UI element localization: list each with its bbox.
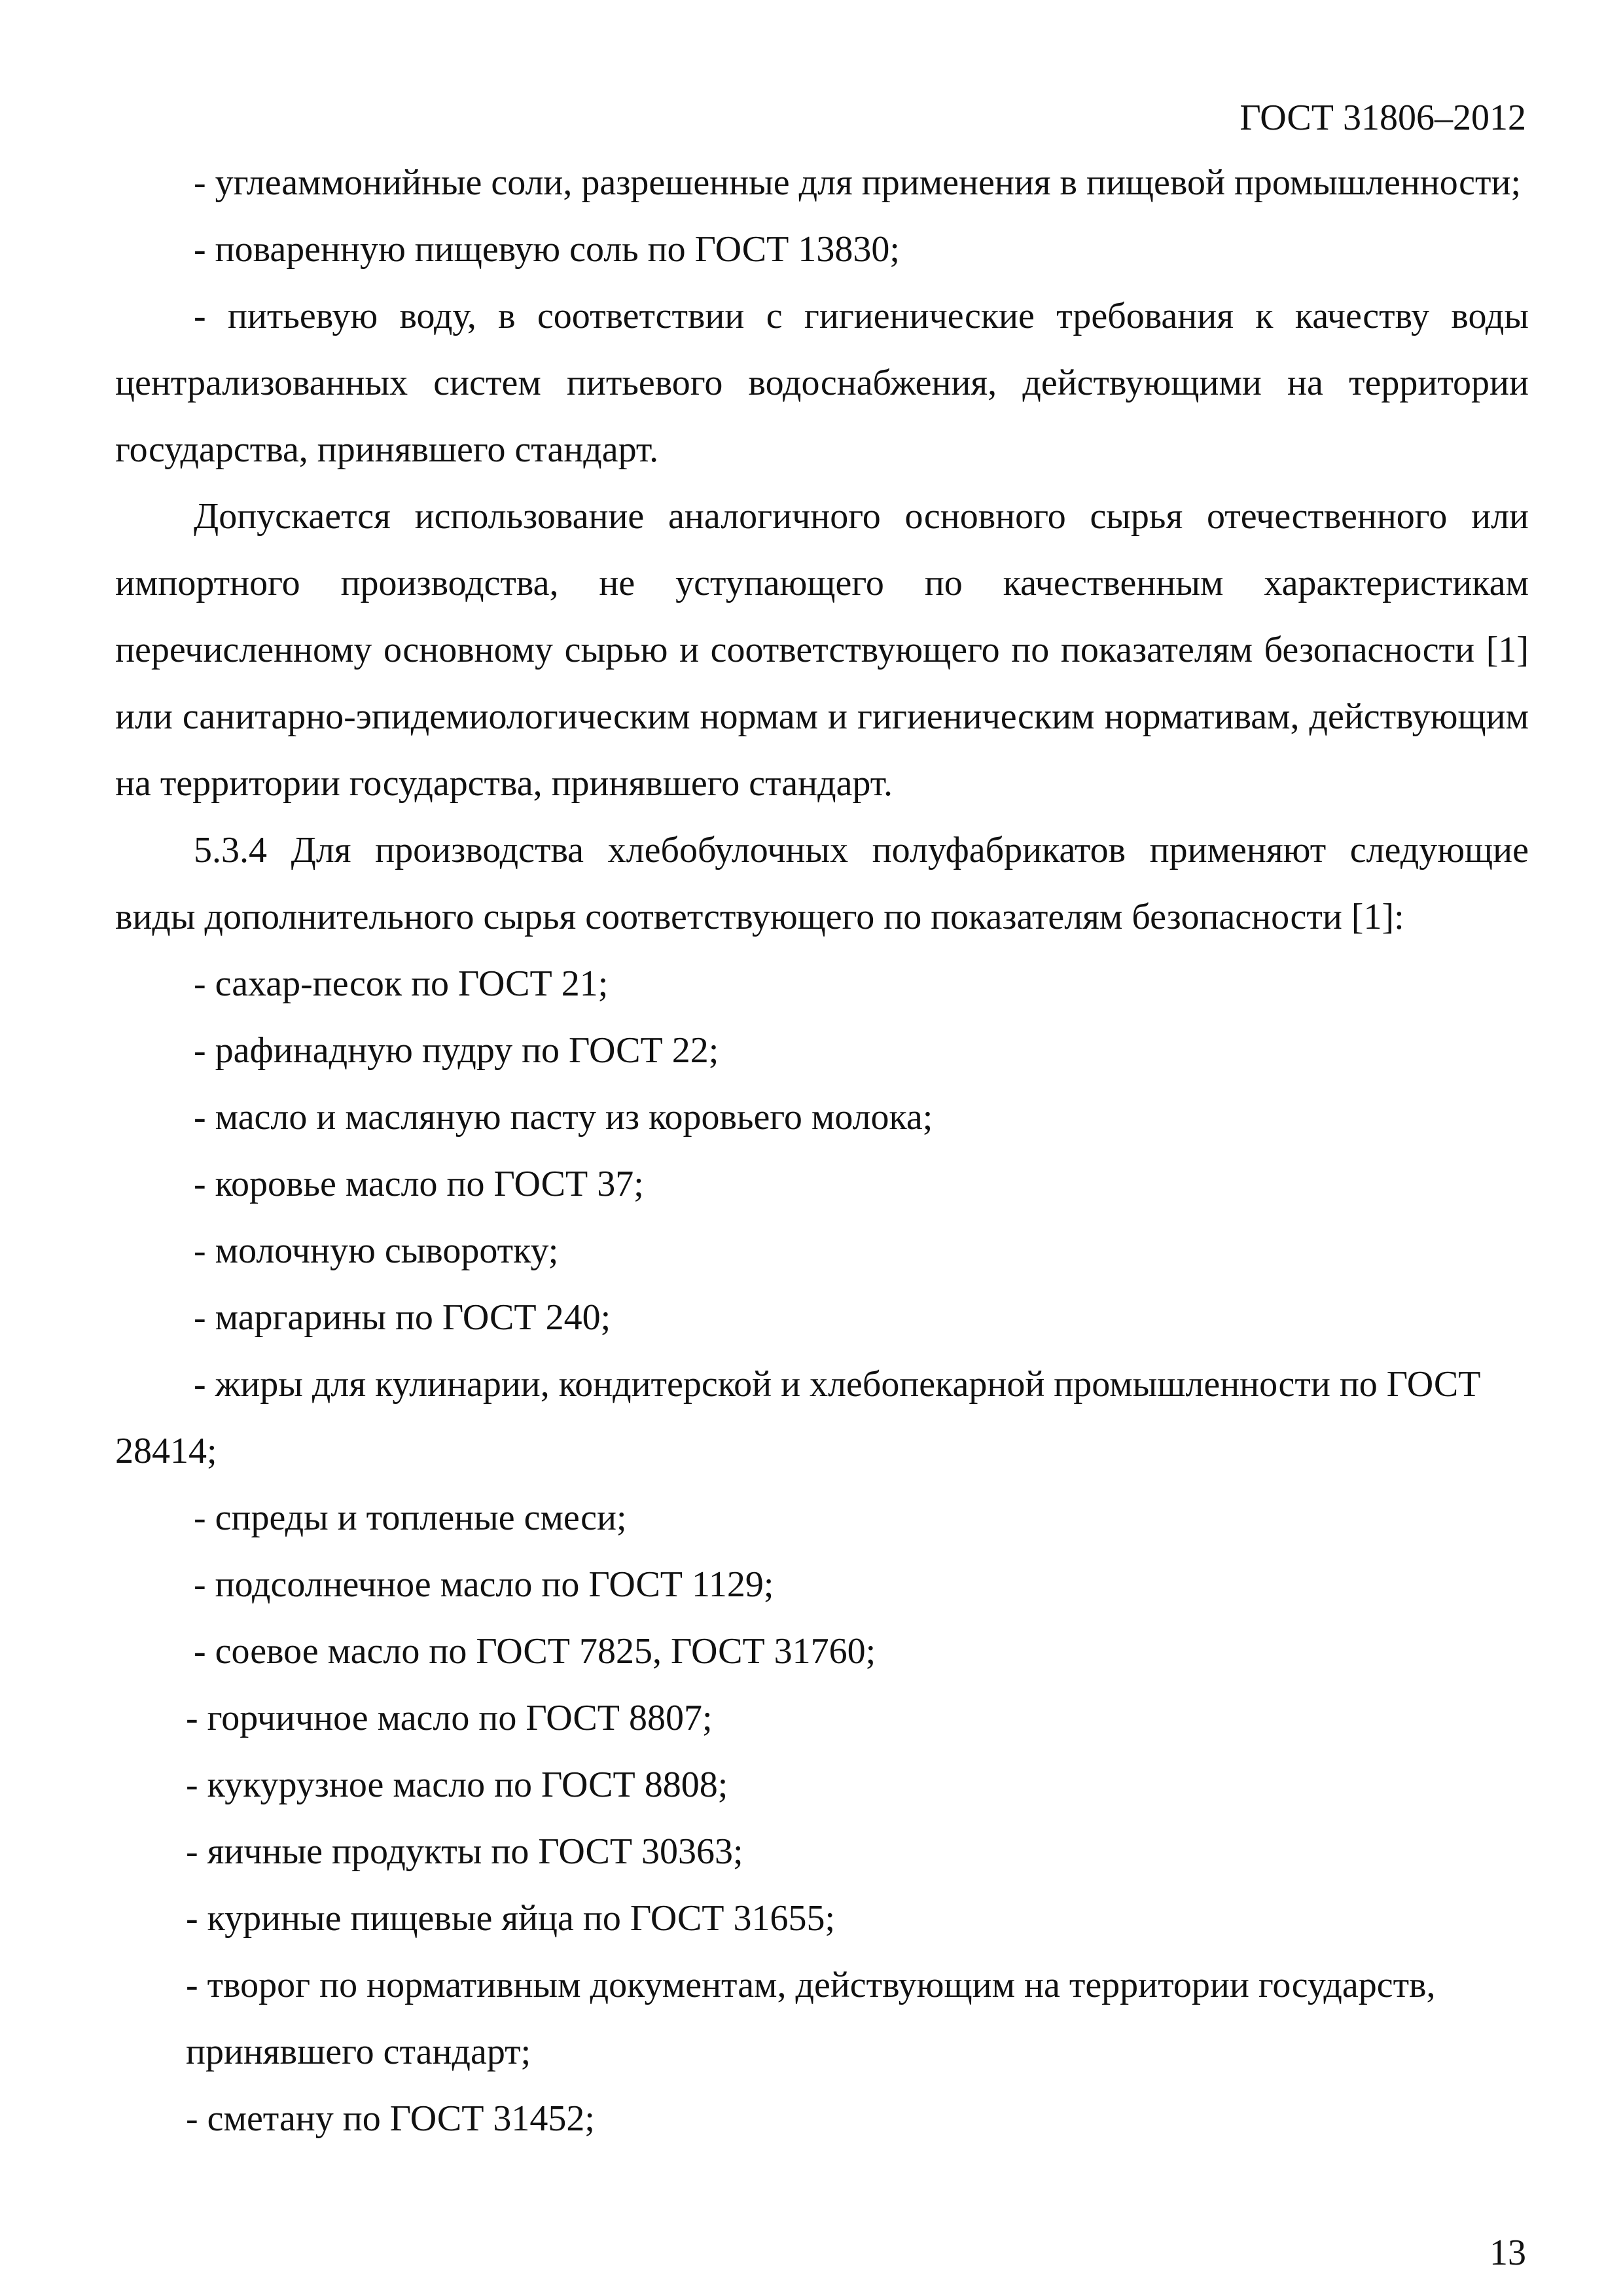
paragraph-section-5-3-4: 5.3.4 Для производства хлебобулочных полуфабрикатов применяют следующие виды дополнительного сырья соответствующего по показателям безопасности [1]: <box>115 830 1529 937</box>
list-item: - сахар-песок по ГОСТ 21; <box>194 963 609 1004</box>
paragraph-water: - питьевую воду, в соответствии с гигиенические требования к качеству воды централизованных систем питьевого водоснабжения, действующими на территории государства, принявшего стандарт. <box>115 296 1529 470</box>
list-item: - яичные продукты по ГОСТ 30363; <box>186 1831 743 1872</box>
list-item: - масло и масляную пасту из коровьего молока; <box>194 1097 933 1138</box>
list-item: - творог по нормативным документам, действующим на территории государств, принявшего стандарт; <box>186 1965 1436 2072</box>
list-item: - маргарины по ГОСТ 240; <box>194 1297 611 1338</box>
list-item: - спреды и топленые смеси; <box>194 1498 627 1538</box>
document-body <box>115 149 1529 2152</box>
list-item: - соевое масло по ГОСТ 7825, ГОСТ 31760; <box>194 1631 876 1672</box>
list-item: - подсолнечное масло по ГОСТ 1129; <box>194 1564 774 1605</box>
list-item: - горчичное масло по ГОСТ 8807; <box>186 1698 713 1738</box>
list-item: - рафинадную пудру по ГОСТ 22; <box>194 1030 719 1071</box>
list-item: - жиры для кулинарии, кондитерской и хлебопекарной промышленности по ГОСТ 28414; <box>115 1364 1481 1471</box>
paragraph-ammonium-salts: - углеаммонийные соли, разрешенные для применения в пищевой промышленности; <box>194 162 1522 203</box>
page-number: 13 <box>1489 2233 1526 2273</box>
list-item: - кукурузное масло по ГОСТ 8808; <box>186 1765 728 1805</box>
list-item: - куриные пищевые яйца по ГОСТ 31655; <box>186 1898 836 1939</box>
list-item: - молочную сыворотку; <box>194 1230 559 1271</box>
paragraph-substitutes: Допускается использование аналогичного основного сырья отечественного или импортного производства, не уступающего по качественным характеристикам перечисленному основному сырью и соответствующего по показателям безопасности [1] или санитарно-эпидемиологическим нормам и гигиеническим нормативам, действующим на территории государства, принявшего стандарт. <box>115 496 1529 804</box>
page-header: ГОСТ 31806–2012 <box>1240 98 1526 138</box>
list-item: - коровье масло по ГОСТ 37; <box>194 1164 644 1204</box>
list-item: - сметану по ГОСТ 31452; <box>186 2098 595 2139</box>
paragraph-salt: - поваренную пищевую соль по ГОСТ 13830; <box>194 229 900 270</box>
